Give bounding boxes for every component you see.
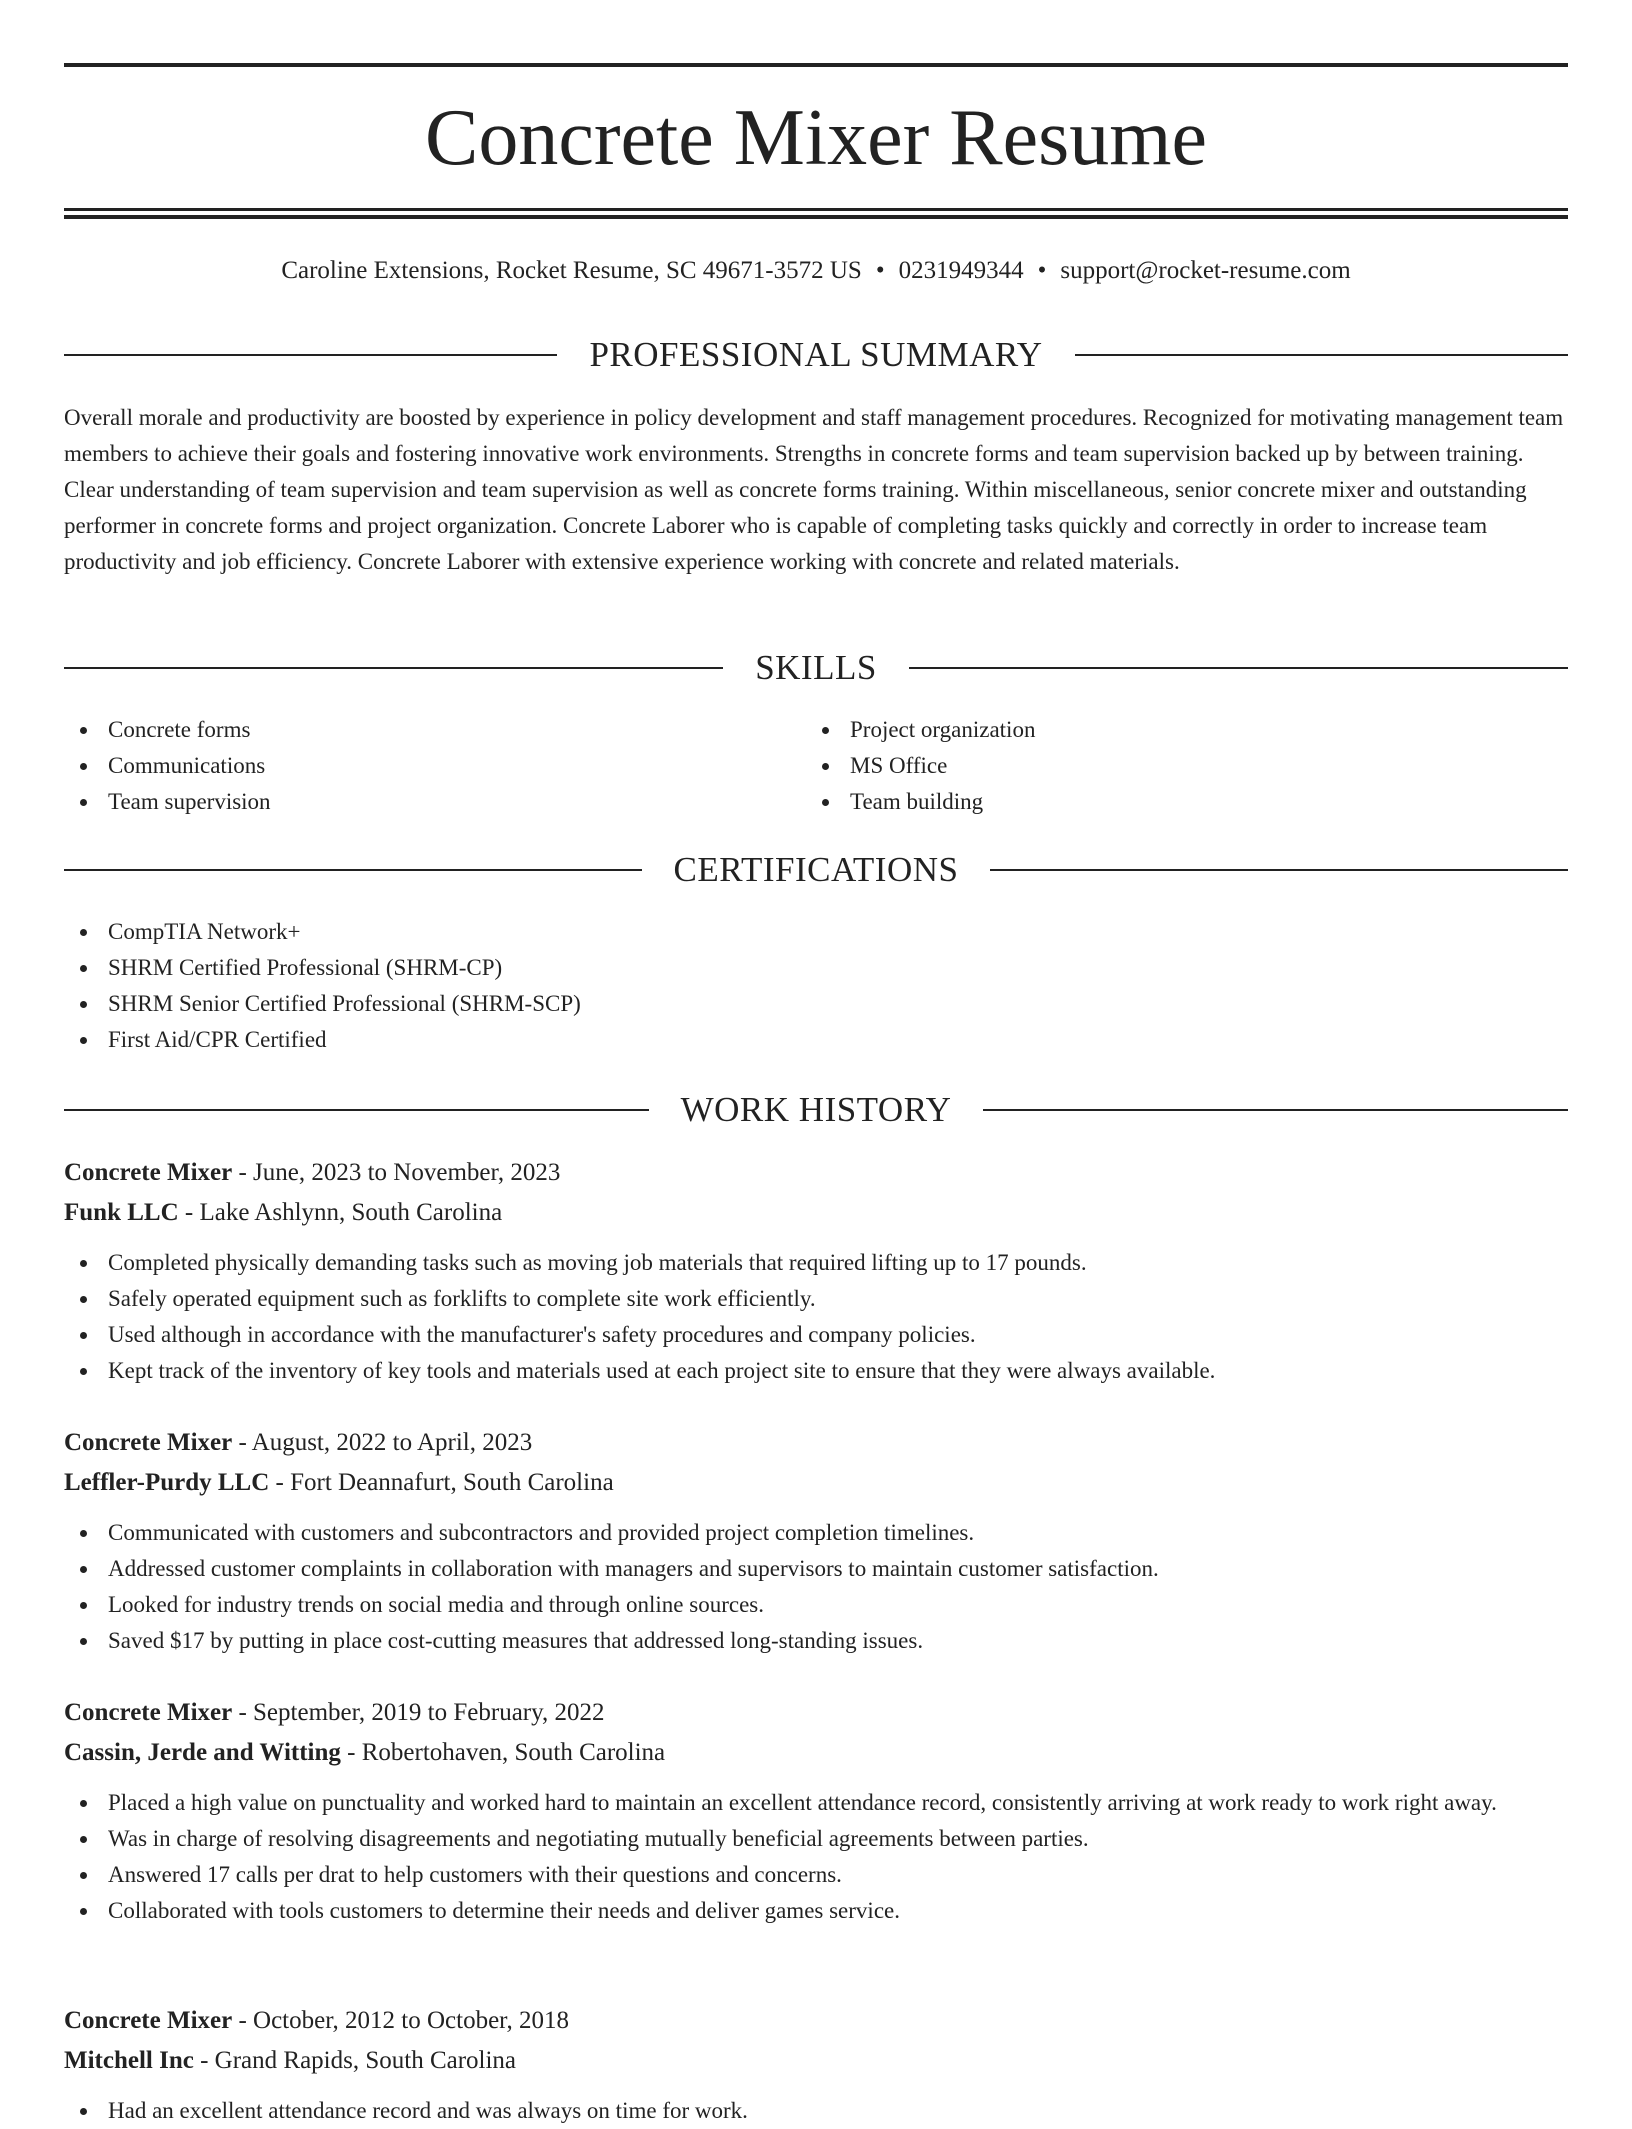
job-duty: Used although in accordance with the manufacturer's safety procedures and company policies. bbox=[64, 1317, 1568, 1353]
summary-text: Overall morale and productivity are boosted by experience in policy development and staff management procedures. Recognized for motivating management team members to achieve their goals and fostering innovative work environments. Strengths in concrete forms and team supervision backed up by between training. Clear understanding of team supervision and team supervision as well as concrete forms training. Within miscellaneous, senior concrete mixer and outstanding performer in concrete forms and project organization. Concrete Laborer who is capable of completing tasks quickly and correctly in order to increase team productivity and job efficiency. Concrete Laborer with extensive experience working with concrete and related materials. bbox=[64, 405, 1564, 574]
skill-item: Project organization bbox=[806, 712, 1506, 748]
job-dates: - September, 2019 to February, 2022 bbox=[232, 1699, 605, 1726]
skills-column-left bbox=[64, 712, 764, 820]
top-rule bbox=[64, 63, 1568, 67]
skill-item: MS Office bbox=[806, 748, 1506, 784]
job-duty: Collaborated with tools customers to determine their needs and deliver games service. bbox=[64, 1893, 1568, 1929]
job-company-line bbox=[64, 1463, 1568, 1503]
job-company: Cassin, Jerde and Witting bbox=[64, 1739, 341, 1766]
heading-rule-right bbox=[990, 869, 1568, 871]
job-duty: Kept track of the inventory of key tools and materials used at each project site to ensure that they were always available. bbox=[64, 1353, 1568, 1389]
job-title-line bbox=[64, 1423, 1568, 1463]
job-duty: Answered 17 calls per drat to help customers with their questions and concerns. bbox=[64, 1857, 1568, 1893]
skills-heading bbox=[64, 646, 1568, 690]
resume-title: Concrete Mixer Resume bbox=[425, 94, 1207, 182]
job-location: - Lake Ashlynn, South Carolina bbox=[178, 1199, 503, 1226]
certification-item: First Aid/CPR Certified bbox=[64, 1022, 1568, 1058]
job-company-line bbox=[64, 1193, 1568, 1233]
skills-list-left bbox=[64, 712, 764, 820]
certification-item: SHRM Senior Certified Professional (SHRM-SCP) bbox=[64, 986, 1568, 1022]
job-duty: Communicated with customers and subcontractors and provided project completion timelines. bbox=[64, 1515, 1568, 1551]
job-title-line bbox=[64, 1693, 1568, 1733]
certifications-heading bbox=[64, 848, 1568, 892]
job-entry bbox=[64, 1693, 1568, 1929]
job-title: Concrete Mixer bbox=[64, 2007, 233, 2034]
summary-heading bbox=[64, 333, 1568, 377]
job-company-line bbox=[64, 2041, 1568, 2081]
heading-rule-right bbox=[1075, 354, 1568, 356]
certification-item: CompTIA Network+ bbox=[64, 914, 1568, 950]
job-title: Concrete Mixer bbox=[64, 1429, 233, 1456]
job-duty: Was in charge of resolving disagreements and negotiating mutually beneficial agreements between parties. bbox=[64, 1821, 1568, 1857]
job-duty: Addressed customer complaints in collaboration with managers and supervisors to maintain customer satisfaction. bbox=[64, 1551, 1568, 1587]
heading-rule-left bbox=[64, 354, 557, 356]
heading-rule-left bbox=[64, 869, 642, 871]
job-location: - Grand Rapids, South Carolina bbox=[193, 2047, 517, 2074]
contact-email: support@rocket-resume.com bbox=[1060, 257, 1351, 284]
job-company: Funk LLC bbox=[64, 1199, 179, 1226]
job-title-line bbox=[64, 1153, 1568, 1193]
heading-rule-left bbox=[64, 1109, 649, 1111]
contact-phone: 0231949344 bbox=[898, 257, 1024, 284]
work-history-heading bbox=[64, 1088, 1568, 1132]
job-duty: Safely operated equipment such as forklifts to complete site work efficiently. bbox=[64, 1281, 1568, 1317]
certifications bbox=[64, 914, 1568, 1058]
heading-rule-right bbox=[909, 667, 1568, 669]
job-company-line bbox=[64, 1733, 1568, 1773]
skills-list-right bbox=[806, 712, 1506, 820]
section-title: WORK HISTORY bbox=[680, 1090, 952, 1129]
heading-rule-right bbox=[983, 1109, 1568, 1111]
heading-rule-left bbox=[64, 667, 723, 669]
job-dates: - August, 2022 to April, 2023 bbox=[232, 1429, 533, 1456]
job-duty: Completed physically demanding tasks such as moving job materials that required lifting up to 17 pounds. bbox=[64, 1245, 1568, 1281]
title-rule-upper bbox=[64, 208, 1568, 211]
contact-separator: • bbox=[875, 257, 885, 284]
job-dates: - June, 2023 to November, 2023 bbox=[232, 1159, 561, 1186]
job-location: - Fort Deannafurt, South Carolina bbox=[269, 1469, 614, 1496]
contact-separator: • bbox=[1037, 257, 1047, 284]
job-title: Concrete Mixer bbox=[64, 1699, 233, 1726]
job-title: Concrete Mixer bbox=[64, 1159, 233, 1186]
job-duty: Looked for industry trends on social media and through online sources. bbox=[64, 1587, 1568, 1623]
job-entry bbox=[64, 2001, 1568, 2129]
job-duty: Saved $17 by putting in place cost-cutting measures that addressed long-standing issues. bbox=[64, 1623, 1568, 1659]
contact-line bbox=[64, 254, 1568, 288]
job-company: Leffler-Purdy LLC bbox=[64, 1469, 270, 1496]
section-title: PROFESSIONAL SUMMARY bbox=[589, 335, 1043, 374]
skills-column-right bbox=[806, 712, 1506, 820]
title-rule-lower bbox=[64, 215, 1568, 219]
job-duties bbox=[64, 2093, 1568, 2129]
job-location: - Robertohaven, South Carolina bbox=[340, 1739, 666, 1766]
job-duties bbox=[64, 1245, 1568, 1389]
certifications-list bbox=[64, 914, 1568, 1058]
section-title: SKILLS bbox=[755, 648, 877, 687]
job-dates: - October, 2012 to October, 2018 bbox=[232, 2007, 570, 2034]
job-company: Mitchell Inc bbox=[64, 2047, 194, 2074]
skill-item: Team building bbox=[806, 784, 1506, 820]
skill-item: Communications bbox=[64, 748, 764, 784]
job-duties bbox=[64, 1785, 1568, 1929]
job-title-line bbox=[64, 2001, 1568, 2041]
skill-item: Team supervision bbox=[64, 784, 764, 820]
job-entry bbox=[64, 1423, 1568, 1659]
certification-item: SHRM Certified Professional (SHRM-CP) bbox=[64, 950, 1568, 986]
section-title: CERTIFICATIONS bbox=[673, 850, 959, 889]
job-duties bbox=[64, 1515, 1568, 1659]
job-duty: Placed a high value on punctuality and worked hard to maintain an excellent attendance record, consistently arriving at work ready to work right away. bbox=[64, 1785, 1568, 1821]
job-entry bbox=[64, 1153, 1568, 1389]
job-duty: Had an excellent attendance record and was always on time for work. bbox=[64, 2093, 1568, 2129]
contact-address: Caroline Extensions, Rocket Resume, SC 49671-3572 US bbox=[281, 257, 862, 284]
skill-item: Concrete forms bbox=[64, 712, 764, 748]
